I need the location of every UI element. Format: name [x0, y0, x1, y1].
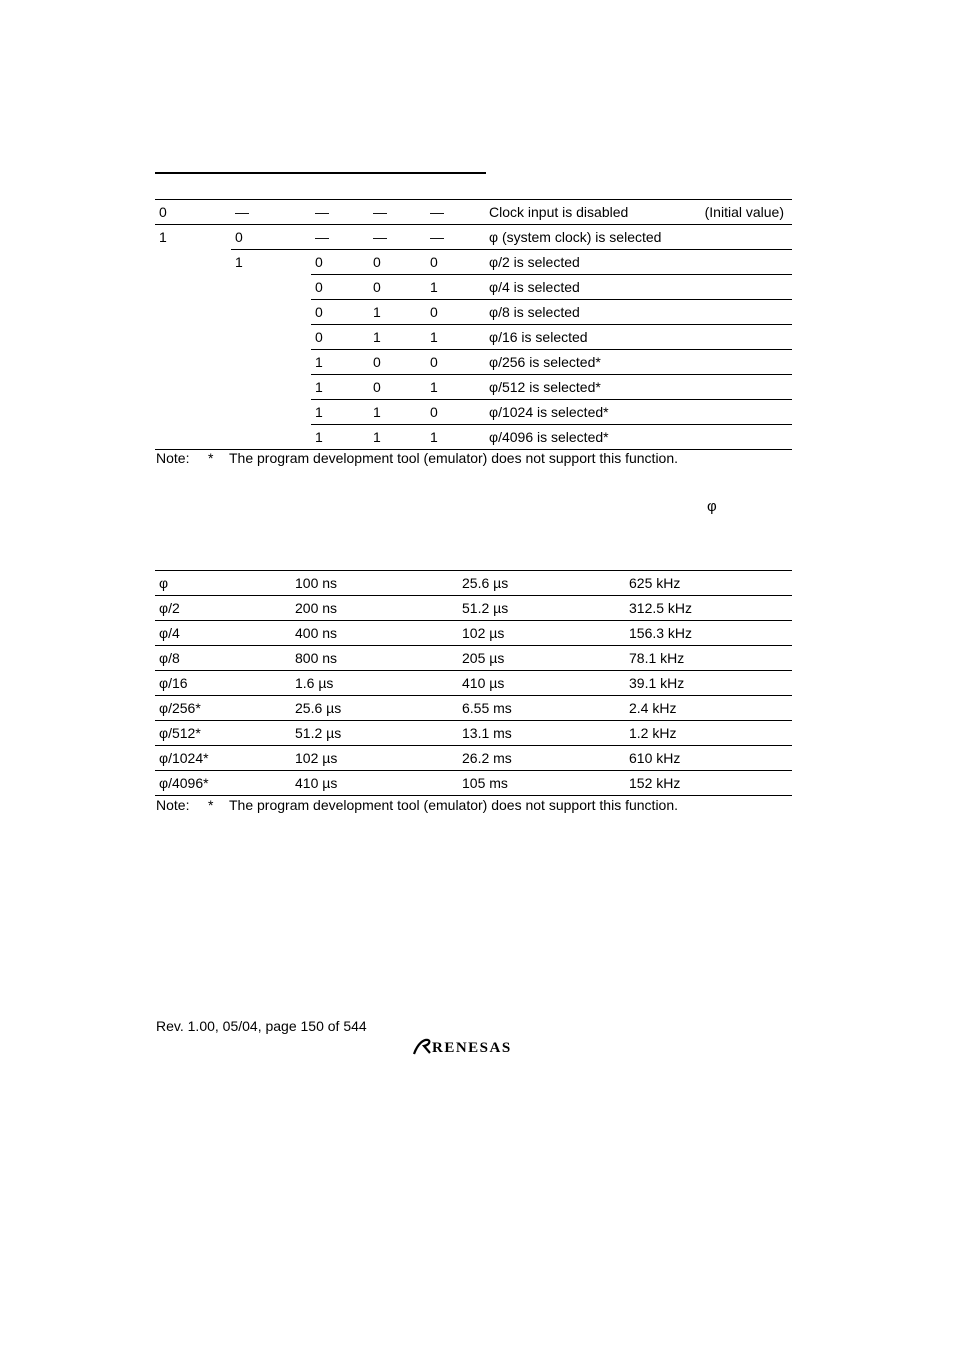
table-row: 1 1 1 φ/4096 is selected* [155, 425, 792, 450]
table-row: 0 — — — — Clock input is disabled (Initial value) [155, 200, 792, 225]
table-row: φ/256* 25.6 µs 6.55 ms 2.4 kHz [155, 696, 792, 721]
table-row: 1 0 — — — φ (system clock) is selected [155, 225, 792, 250]
table-row: φ 100 ns 25.6 µs 625 kHz [155, 571, 792, 596]
table-row: 0 1 1 φ/16 is selected [155, 325, 792, 350]
table-row: φ/8 800 ns 205 µs 78.1 kHz [155, 646, 792, 671]
table-row: φ/16 1.6 µs 410 µs 39.1 kHz [155, 671, 792, 696]
table-row: 0 1 0 φ/8 is selected [155, 300, 792, 325]
table-row: 1 0 1 φ/512 is selected* [155, 375, 792, 400]
table-row: 1 1 0 φ/1024 is selected* [155, 400, 792, 425]
renesas-logo [412, 1035, 534, 1057]
table-row: φ/512* 51.2 µs 13.1 ms 1.2 kHz [155, 721, 792, 746]
table-note: Note: * The program development tool (emulator) does not support this function. [156, 797, 679, 813]
table-row: φ/4096* 410 µs 105 ms 152 kHz [155, 771, 792, 796]
logo-wordmark: RENESAS [432, 1040, 512, 1056]
table-row: 0 0 1 φ/4 is selected [155, 275, 792, 300]
page-footer-info: Rev. 1.00, 05/04, page 150 of 544 [156, 1018, 367, 1034]
row-description: Clock input is disabled [489, 204, 629, 220]
table-row: 1 0 0 φ/256 is selected* [155, 350, 792, 375]
initial-value-note: (Initial value) [704, 204, 784, 220]
table-note: Note: * The program development tool (emulator) does not support this function. [156, 450, 679, 466]
table-row: φ/2 200 ns 51.2 µs 312.5 kHz [155, 596, 792, 621]
clock-select-table [155, 199, 792, 450]
phi-symbol: φ [707, 498, 717, 515]
table-row: 1 0 0 0 φ/2 is selected [155, 250, 792, 275]
resolution-table [155, 570, 792, 796]
table-row: φ/4 400 ns 102 µs 156.3 kHz [155, 621, 792, 646]
table-row: φ/1024* 102 µs 26.2 ms 610 kHz [155, 746, 792, 771]
section-heading-rule [155, 172, 486, 174]
